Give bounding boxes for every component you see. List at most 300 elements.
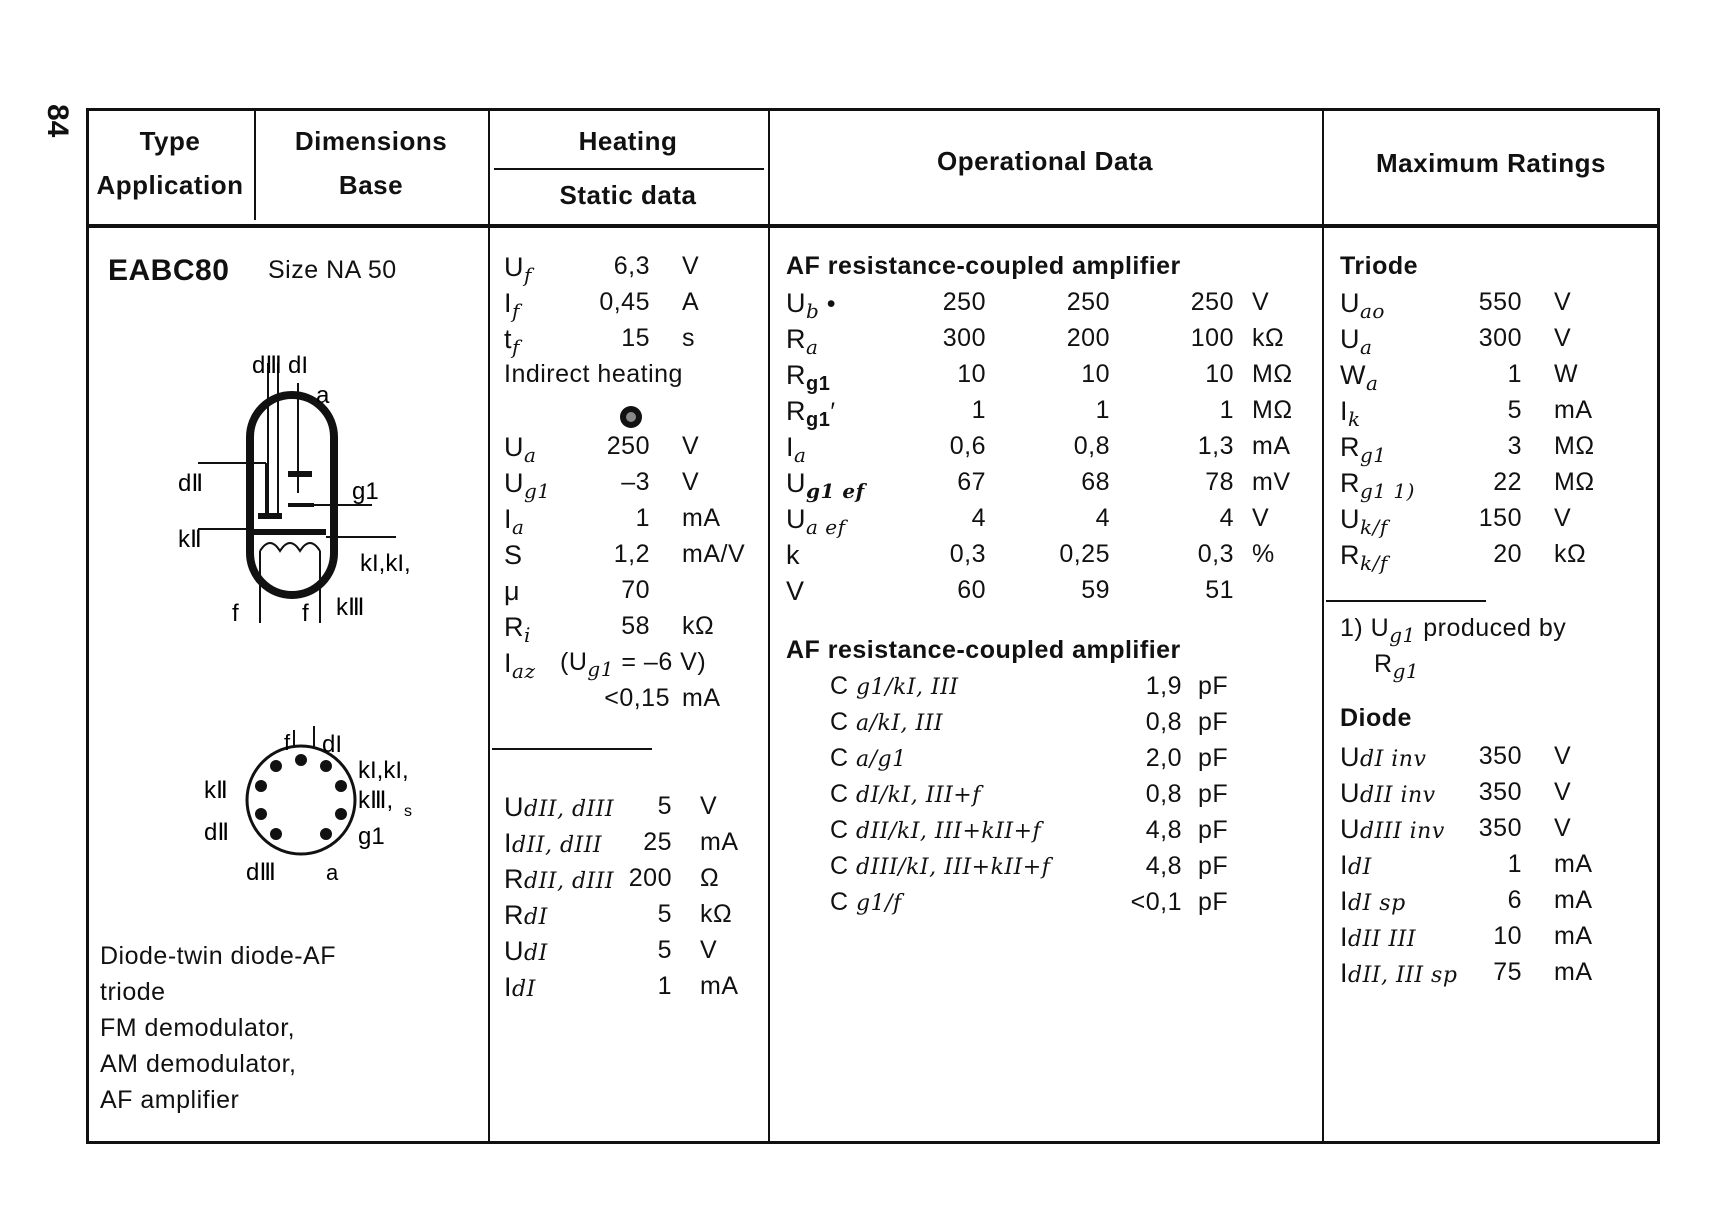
static-row-ua: [504, 432, 768, 468]
symbol: U: [504, 792, 524, 822]
op-row: [786, 432, 1322, 468]
value: 0,45: [599, 288, 650, 316]
unit: mA: [682, 684, 721, 712]
symbol: U: [786, 288, 806, 318]
unit: W: [1554, 360, 1579, 388]
heating-subheader-line: [494, 168, 764, 170]
unit: V: [700, 792, 718, 820]
cap-row: C dIII/kI, III+kII+f 4,8 pF: [830, 852, 1229, 880]
label-kI-kI: kI,kI,: [360, 550, 411, 577]
symbol: I: [1340, 958, 1349, 988]
static-row-iaz-value: [504, 684, 768, 720]
subscript: dI: [524, 905, 548, 930]
header-dimensions: Dimensions: [294, 126, 448, 156]
label-f-left: f: [232, 600, 239, 627]
symbol: I: [786, 432, 795, 462]
unit: kΩ: [1252, 324, 1285, 352]
value: 0,8: [1073, 432, 1110, 460]
value: –3: [621, 468, 650, 496]
symbol: R: [504, 864, 524, 894]
symbol: I: [1340, 922, 1349, 952]
symbol: k: [786, 540, 800, 570]
tube-symbol-diagram: [176, 323, 486, 653]
base-label-kIII: kⅢ,: [358, 787, 394, 814]
symbol: μ: [504, 576, 521, 606]
max-diode-row: [1340, 778, 1650, 814]
subscript: k: [1348, 407, 1361, 431]
value: 10: [1493, 922, 1522, 950]
op-row: [786, 468, 1322, 504]
unit: MΩ: [1252, 360, 1293, 388]
unit: pF: [1198, 708, 1229, 736]
max-row: [1340, 396, 1650, 432]
value: 1: [1219, 396, 1234, 424]
value: 1,3: [1197, 432, 1234, 460]
unit: kΩ: [682, 612, 715, 640]
unit: mA: [682, 504, 721, 532]
application-line: AF amplifier: [100, 1086, 240, 1114]
condition: (U: [560, 648, 588, 676]
value: 1: [971, 396, 986, 424]
header-type: Type: [139, 126, 201, 156]
value: 1: [635, 504, 650, 532]
subscript: k/f: [1360, 515, 1388, 539]
symbol: W: [1340, 360, 1366, 390]
tube-type: EABC80: [108, 254, 230, 287]
diode-row-udi: [504, 936, 768, 972]
max-row: [1340, 360, 1650, 396]
base-label-f: f: [284, 730, 291, 755]
unit: s: [682, 324, 695, 352]
symbol: I: [1340, 886, 1349, 916]
label-dIII: dⅢ: [252, 352, 282, 379]
subscript: f: [512, 299, 520, 323]
value: 250: [1190, 288, 1234, 316]
unit: pF: [1198, 816, 1229, 844]
subscript: g1/kI, III: [856, 675, 959, 700]
value: 5: [657, 792, 672, 820]
max-row: [1340, 468, 1650, 504]
operational-title-2: AF resistance-coupled amplifier: [786, 636, 1181, 664]
unit: MΩ: [1554, 432, 1595, 460]
symbol: U: [786, 504, 806, 534]
max-row: [1340, 540, 1650, 576]
base-label-dI: dI: [322, 731, 343, 758]
value: 200: [628, 864, 672, 892]
header-heating: Heating: [578, 126, 678, 156]
unit: pF: [1198, 780, 1229, 808]
value: 51: [1205, 576, 1234, 604]
symbol: I: [1340, 396, 1349, 426]
header-operational-data: Operational Data: [936, 146, 1154, 176]
unit: V: [1554, 742, 1572, 770]
unit: V: [682, 432, 700, 460]
max-diode-row: [1340, 742, 1650, 778]
unit: V: [1554, 814, 1572, 842]
symbol: U: [1340, 504, 1360, 534]
cathodes: [254, 529, 326, 535]
unit: V: [1252, 504, 1270, 532]
symbol: U: [1340, 742, 1360, 772]
value: 0,25: [1059, 540, 1110, 568]
symbol: R: [1340, 468, 1360, 498]
footnote-text: produced by: [1415, 614, 1567, 642]
unit: kΩ: [700, 900, 733, 928]
triode-title: Triode: [1340, 252, 1419, 280]
application-line: FM demodulator,: [100, 1014, 296, 1042]
value: 20: [1493, 540, 1522, 568]
static-row-s: [504, 540, 768, 576]
unit: mA: [1554, 850, 1593, 878]
unit: mA: [1554, 396, 1593, 424]
application-line: AM demodulator,: [100, 1050, 297, 1078]
unit: %: [1252, 540, 1275, 568]
heating-row-tf: [504, 324, 768, 360]
value: 300: [1478, 324, 1522, 352]
subscript: k/f: [1360, 551, 1388, 575]
op-row: [786, 288, 1322, 324]
symbol: I: [1340, 850, 1349, 880]
value: 5: [657, 900, 672, 928]
header-divider-type: [254, 108, 256, 220]
subscript: dI: [524, 941, 548, 966]
symbol: U: [1340, 778, 1360, 808]
value: 70: [621, 576, 650, 604]
header-maximum-ratings: Maximum Ratings: [1376, 148, 1606, 178]
unit: mA: [1554, 922, 1593, 950]
symbol: t: [504, 324, 513, 354]
header-base: Base: [338, 170, 404, 200]
value: 550: [1478, 288, 1522, 316]
unit: V: [1554, 324, 1572, 352]
subscript: a/kI, III: [856, 711, 944, 736]
symbol: I: [504, 648, 513, 678]
heater-filament: [260, 543, 320, 551]
base-label-dIII: dⅢ: [246, 859, 276, 886]
value: 250: [606, 432, 650, 460]
unit: pF: [1198, 744, 1229, 772]
subscript: dI sp: [1348, 891, 1406, 916]
label-f-right: f: [302, 600, 309, 627]
value: 22: [1493, 468, 1522, 496]
op-row: [786, 504, 1322, 540]
unit: pF: [1198, 852, 1229, 880]
symbol: I: [504, 828, 513, 858]
value: 350: [1478, 742, 1522, 770]
static-row-ri: [504, 612, 768, 648]
symbol: R: [786, 396, 806, 426]
static-row-mu: [504, 576, 768, 612]
max-row: [1340, 288, 1650, 324]
subscript: az: [512, 659, 536, 683]
value: 6,3: [613, 252, 650, 280]
subscript: dIII inv: [1360, 819, 1445, 844]
value: 4,8: [1145, 852, 1182, 880]
subscript: a/g1: [856, 747, 907, 772]
pin: [335, 808, 347, 820]
unit: mA: [1554, 958, 1593, 986]
max-diode-row: [1340, 958, 1650, 994]
cap-row: C dI/kI, III+f 0,8 pF: [830, 780, 1229, 808]
unit: V: [700, 936, 718, 964]
value: 0,8: [1145, 780, 1182, 808]
unit: V: [1554, 288, 1572, 316]
header-static-data: Static data: [559, 180, 697, 210]
label-dI: dI: [288, 352, 309, 379]
symbol: R: [1340, 540, 1360, 570]
base-pinout-diagram: [176, 720, 486, 920]
value: 5: [657, 936, 672, 964]
diode-row-rdi: [504, 900, 768, 936]
value: 78: [1205, 468, 1234, 496]
subscript: dII, dIII: [524, 869, 615, 894]
pin: [270, 760, 282, 772]
value: 75: [1493, 958, 1522, 986]
anode-plate: [288, 471, 312, 477]
mark: •: [819, 290, 837, 318]
value: 0,3: [949, 540, 986, 568]
diode-row-rdii: [504, 864, 768, 900]
unit: kΩ: [1554, 540, 1587, 568]
subscript: g1 1): [1360, 479, 1415, 503]
heating-separator: [492, 748, 652, 750]
subscript: g1: [1392, 659, 1420, 683]
symbol: R: [504, 612, 524, 642]
value: 67: [957, 468, 986, 496]
unit: mA: [1252, 432, 1291, 460]
value: 100: [1190, 324, 1234, 352]
indirect-heating-icon: [616, 402, 646, 432]
unit: MΩ: [1252, 396, 1293, 424]
base-label-kII: kⅡ: [204, 777, 228, 804]
subscript: g1: [524, 479, 551, 503]
value: <0,1: [1130, 888, 1182, 916]
value: 10: [1205, 360, 1234, 388]
heating-row-if: [504, 288, 768, 324]
value: 1,9: [1145, 672, 1182, 700]
pin: [270, 828, 282, 840]
symbol: U: [504, 468, 524, 498]
subscript: dII inv: [1360, 783, 1436, 808]
base-label-g1: g1: [358, 823, 385, 850]
value: 350: [1478, 778, 1522, 806]
symbol: U: [1340, 814, 1360, 844]
label-dII: dⅡ: [178, 470, 204, 497]
value: 5: [1507, 396, 1522, 424]
op-row: [786, 540, 1322, 576]
subscript: a: [1365, 371, 1379, 395]
value: 4: [971, 504, 986, 532]
subscript: b: [806, 299, 820, 323]
value: 250: [1066, 288, 1110, 316]
footnote: [1340, 614, 1566, 647]
subscript: a: [512, 515, 525, 539]
symbol: U: [1340, 324, 1360, 354]
subscript: dII, dIII: [524, 797, 615, 822]
subscript: dI/kI, III+f: [856, 783, 981, 808]
value: 250: [942, 288, 986, 316]
diode-row-udii: [504, 792, 768, 828]
static-row-ug1: [504, 468, 768, 504]
subscript: a: [524, 443, 537, 467]
symbol: I: [504, 288, 513, 318]
value: 6: [1507, 886, 1522, 914]
op-row: [786, 324, 1322, 360]
max-row: [1340, 432, 1650, 468]
header-bottom-line: [86, 224, 1660, 228]
grid-g1: [288, 503, 314, 507]
tube-size: Size NA 50: [268, 256, 397, 284]
op-row: [786, 576, 1322, 612]
value: 68: [1081, 468, 1110, 496]
max-row: [1340, 324, 1650, 360]
max-diode-row: [1340, 922, 1650, 958]
subscript: g1 ef: [806, 479, 865, 503]
column-divider-operational: [768, 108, 770, 1144]
application-text: [100, 938, 336, 1118]
value: 0,3: [1197, 540, 1234, 568]
subscript: ao: [1360, 299, 1385, 323]
value: <0,15: [604, 684, 670, 712]
value: 4,8: [1145, 816, 1182, 844]
value: 60: [957, 576, 986, 604]
value: 25: [643, 828, 672, 856]
data-sheet-table: [86, 108, 1666, 1148]
footnote-text: 1) U: [1340, 614, 1390, 642]
value: 10: [1081, 360, 1110, 388]
column-divider-heating: [488, 108, 490, 1144]
cap-row: C g1/f <0,1 pF: [830, 888, 1229, 916]
unit: Ω: [700, 864, 720, 892]
value: 59: [1081, 576, 1110, 604]
cap-row: C dII/kI, III+kII+f 4,8 pF: [830, 816, 1229, 844]
value: 200: [1066, 324, 1110, 352]
cap-row: C a/kI, III 0,8 pF: [830, 708, 1229, 736]
subscript: dI: [1348, 855, 1372, 880]
label-kIII: kⅢ: [336, 594, 365, 621]
unit: A: [682, 288, 700, 316]
base-label-a: a: [326, 860, 339, 885]
column-divider-maximum: [1322, 108, 1324, 1144]
operational-title-1: AF resistance-coupled amplifier: [786, 252, 1181, 280]
unit: V: [682, 252, 700, 280]
value: 4: [1219, 504, 1234, 532]
max-diode-row: [1340, 814, 1650, 850]
symbol: R: [1340, 432, 1360, 462]
pin: [255, 780, 267, 792]
symbol: V: [786, 576, 805, 606]
unit: V: [1252, 288, 1270, 316]
condition-tail: = –6 V): [613, 648, 707, 676]
subscript: g1: [806, 373, 831, 395]
subscript: a: [794, 443, 807, 467]
base-label-kI-kI: kI,kI,: [358, 757, 409, 784]
value: 350: [1478, 814, 1522, 842]
symbol: S: [504, 540, 523, 570]
label-a: a: [316, 382, 330, 409]
footnote-separator: [1326, 600, 1486, 602]
diode-plates: [258, 513, 282, 519]
subscript: dI inv: [1360, 747, 1427, 772]
pin: [335, 780, 347, 792]
max-diode-row: [1340, 850, 1650, 886]
unit: MΩ: [1554, 468, 1595, 496]
value: 150: [1478, 504, 1522, 532]
symbol: U: [786, 468, 806, 498]
heating-row-uf: [504, 252, 768, 288]
value: 0,6: [949, 432, 986, 460]
symbol: R: [786, 324, 806, 354]
subscript: i: [524, 623, 531, 647]
subscript: g1: [1360, 443, 1387, 467]
unit: V: [682, 468, 700, 496]
symbol: I: [504, 504, 513, 534]
label-kII: kⅡ: [178, 526, 202, 553]
value: 15: [621, 324, 650, 352]
symbol: U: [1340, 288, 1360, 318]
symbol: U: [504, 252, 524, 282]
value: 0,8: [1145, 708, 1182, 736]
static-row-ia: [504, 504, 768, 540]
value: 3: [1507, 432, 1522, 460]
subscript: g1/f: [856, 891, 902, 916]
pin: [320, 760, 332, 772]
cap-row: C a/g1 2,0 pF: [830, 744, 1229, 772]
value: 1: [1507, 360, 1522, 388]
symbol: U: [504, 432, 524, 462]
static-row-iaz: [504, 648, 768, 684]
subscript: g1: [806, 409, 831, 431]
value: 2,0: [1145, 744, 1182, 772]
value: 1: [1507, 850, 1522, 878]
subscript: dIII/kI, III+kII+f: [856, 855, 1051, 880]
value: 58: [621, 612, 650, 640]
diode-title: Diode: [1340, 704, 1412, 732]
unit: mA: [1554, 886, 1593, 914]
subscript: f: [512, 335, 520, 359]
unit: V: [1554, 778, 1572, 806]
label-g1: g1: [352, 478, 379, 505]
mark: ′: [830, 398, 836, 426]
subscript: a: [806, 335, 819, 359]
value: 4: [1095, 504, 1110, 532]
subscript: dII/kI, III+kII+f: [856, 819, 1042, 844]
pin: [255, 808, 267, 820]
value: 10: [957, 360, 986, 388]
subscript: dI: [512, 977, 536, 1002]
unit: pF: [1198, 672, 1229, 700]
subscript: a ef: [806, 515, 846, 539]
pin: [320, 828, 332, 840]
base-label-dII: dⅡ: [204, 819, 230, 846]
application-line: triode: [100, 978, 166, 1006]
op-row: [786, 360, 1322, 396]
tube-envelope: [250, 395, 334, 595]
value: 1,2: [613, 540, 650, 568]
base-label-s: s: [404, 803, 412, 820]
subscript: g1: [1389, 623, 1416, 647]
subscript: dII, dIII: [512, 833, 603, 858]
unit: pF: [1198, 888, 1229, 916]
pin: [295, 754, 307, 766]
unit: mA: [700, 828, 739, 856]
unit: V: [1554, 504, 1572, 532]
subscript: dII III: [1348, 927, 1417, 952]
symbol: R: [786, 360, 806, 390]
subscript: dII, III sp: [1348, 963, 1458, 988]
page-number: 84: [41, 104, 74, 138]
diode-row-idii: [504, 828, 768, 864]
